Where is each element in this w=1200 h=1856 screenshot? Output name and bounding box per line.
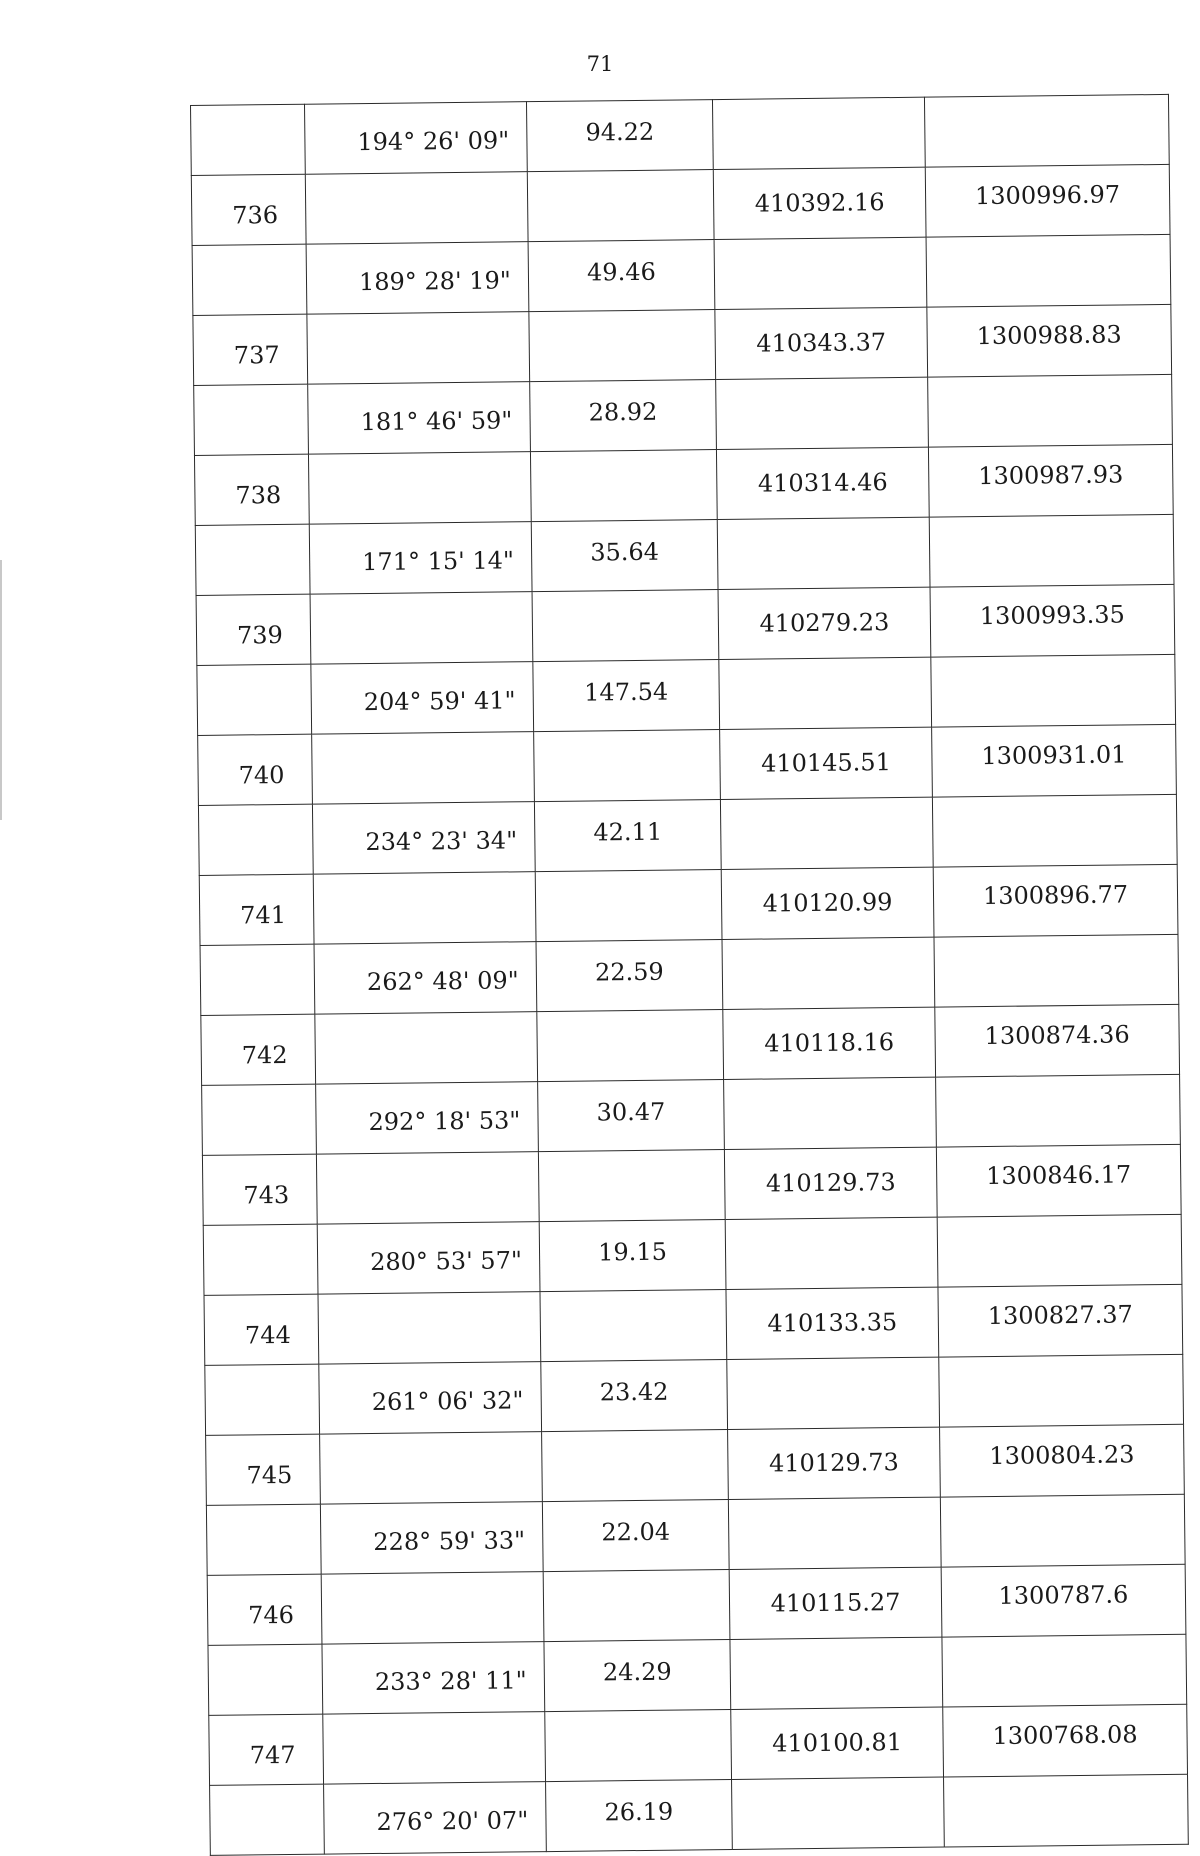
distance-cell <box>537 1010 724 1082</box>
point-number-cell <box>198 804 313 875</box>
bearing-cell: 194° 26' 09" <box>304 102 527 175</box>
y-coordinate-cell <box>944 1774 1189 1847</box>
page-number: 71 <box>586 52 614 76</box>
x-coordinate-cell: 410115.27 <box>729 1567 942 1639</box>
x-coordinate-cell <box>719 657 932 729</box>
x-coordinate-cell <box>717 517 930 589</box>
point-number-cell: 738 <box>194 454 309 525</box>
y-coordinate-cell <box>936 1074 1181 1147</box>
bearing-cell <box>312 732 535 805</box>
bearing-cell: 261° 06' 32" <box>319 1362 542 1435</box>
leg-row <box>206 1494 1185 1575</box>
bearing-cell: 204° 59' 41" <box>311 662 534 735</box>
x-coordinate-cell: 410129.73 <box>724 1147 937 1219</box>
distance-cell: 94.22 <box>526 100 713 172</box>
distance-cell: 35.64 <box>531 520 718 592</box>
bearing-cell <box>323 1712 546 1785</box>
distance-cell: 26.19 <box>546 1779 733 1851</box>
point-number-cell: 737 <box>193 314 308 385</box>
distance-cell: 30.47 <box>538 1080 725 1152</box>
leg-row <box>191 94 1170 175</box>
y-coordinate-cell <box>939 1354 1184 1427</box>
y-coordinate-cell: 1300827.37 <box>938 1284 1183 1357</box>
y-coordinate-cell: 1300874.36 <box>935 1004 1180 1077</box>
x-coordinate-cell <box>728 1497 941 1569</box>
leg-row <box>202 1074 1181 1155</box>
bearing-cell: 189° 28' 19" <box>306 242 529 315</box>
bearing-cell: 228° 59' 33" <box>320 1502 543 1575</box>
distance-cell: 22.59 <box>536 940 723 1012</box>
bearing-cell: 171° 15' 14" <box>309 522 532 595</box>
x-coordinate-cell <box>720 797 933 869</box>
scan-margin-mark <box>0 560 2 820</box>
coordinate-table <box>190 94 1189 1856</box>
bearing-cell <box>318 1292 541 1365</box>
point-number-cell: 743 <box>202 1154 317 1225</box>
y-coordinate-cell <box>931 654 1176 727</box>
point-row <box>202 1144 1181 1225</box>
leg-row <box>195 514 1174 595</box>
point-number-cell: 742 <box>201 1014 316 1085</box>
x-coordinate-cell: 410279.23 <box>718 587 931 659</box>
point-number-cell <box>194 384 309 455</box>
distance-cell <box>538 1150 725 1222</box>
x-coordinate-cell: 410118.16 <box>723 1007 936 1079</box>
point-row <box>209 1704 1188 1785</box>
point-number-cell <box>203 1224 318 1295</box>
distance-cell: 28.92 <box>530 380 717 452</box>
y-coordinate-cell: 1300996.97 <box>925 164 1170 237</box>
point-row <box>201 1004 1180 1085</box>
point-number-cell <box>206 1504 321 1575</box>
distance-cell: 19.15 <box>539 1220 726 1292</box>
point-number-cell: 746 <box>207 1574 322 1645</box>
point-row <box>194 444 1173 525</box>
distance-cell: 49.46 <box>528 240 715 312</box>
coordinate-table-container <box>190 94 1188 1856</box>
leg-row <box>192 234 1171 315</box>
y-coordinate-cell: 1300787.6 <box>941 1564 1186 1637</box>
point-number-cell <box>195 524 310 595</box>
x-coordinate-cell <box>712 97 925 169</box>
distance-cell <box>532 590 719 662</box>
y-coordinate-cell <box>937 1214 1182 1287</box>
point-number-cell: 740 <box>198 734 313 805</box>
point-number-cell <box>197 664 312 735</box>
x-coordinate-cell: 410392.16 <box>713 167 926 239</box>
distance-cell <box>535 870 722 942</box>
bearing-cell: 276° 20' 07" <box>324 1782 547 1855</box>
point-number-cell <box>200 944 315 1015</box>
leg-row <box>205 1354 1184 1435</box>
x-coordinate-cell <box>724 1077 937 1149</box>
bearing-cell <box>320 1432 543 1505</box>
distance-cell: 22.04 <box>542 1499 729 1571</box>
bearing-cell: 280° 53' 57" <box>317 1222 540 1295</box>
x-coordinate-cell <box>732 1777 945 1849</box>
bearing-cell <box>316 1152 539 1225</box>
y-coordinate-cell: 1300804.23 <box>940 1424 1185 1497</box>
x-coordinate-cell: 410314.46 <box>716 447 929 519</box>
x-coordinate-cell: 410120.99 <box>721 867 934 939</box>
point-number-cell <box>208 1644 323 1715</box>
bearing-cell: 181° 46' 59" <box>308 382 531 455</box>
point-number-cell <box>202 1084 317 1155</box>
x-coordinate-cell: 410343.37 <box>715 307 928 379</box>
table-body <box>191 94 1189 1855</box>
x-coordinate-cell: 410100.81 <box>731 1707 944 1779</box>
point-row <box>196 584 1175 665</box>
point-number-cell <box>210 1784 325 1855</box>
y-coordinate-cell: 1300988.83 <box>927 304 1172 377</box>
distance-cell <box>527 170 714 242</box>
point-number-cell <box>191 104 306 175</box>
x-coordinate-cell <box>730 1637 943 1709</box>
y-coordinate-cell: 1300768.08 <box>943 1704 1188 1777</box>
y-coordinate-cell <box>926 234 1171 307</box>
point-row <box>198 724 1177 805</box>
point-number-cell: 744 <box>204 1294 319 1365</box>
leg-row <box>208 1634 1187 1715</box>
bearing-cell: 234° 23' 34" <box>312 802 535 875</box>
bearing-cell <box>313 872 536 945</box>
y-coordinate-cell <box>934 934 1179 1007</box>
distance-cell <box>542 1429 729 1501</box>
point-row <box>204 1284 1183 1365</box>
point-row <box>193 304 1172 385</box>
leg-row <box>200 934 1179 1015</box>
bearing-cell: 233° 28' 11" <box>322 1642 545 1715</box>
distance-cell: 24.29 <box>544 1639 731 1711</box>
bearing-cell <box>310 592 533 665</box>
leg-row <box>194 374 1173 455</box>
bearing-cell <box>315 1012 538 1085</box>
point-number-cell: 745 <box>206 1434 321 1505</box>
y-coordinate-cell <box>928 374 1173 447</box>
bearing-cell: 292° 18' 53" <box>316 1082 539 1155</box>
point-number-cell: 747 <box>209 1714 324 1785</box>
x-coordinate-cell <box>727 1357 940 1429</box>
leg-row <box>197 654 1176 735</box>
point-number-cell: 736 <box>191 174 306 245</box>
bearing-cell <box>307 312 530 385</box>
distance-cell: 42.11 <box>534 800 721 872</box>
x-coordinate-cell <box>722 937 935 1009</box>
y-coordinate-cell: 1300846.17 <box>936 1144 1181 1217</box>
x-coordinate-cell: 410145.51 <box>720 727 933 799</box>
distance-cell: 23.42 <box>541 1359 728 1431</box>
y-coordinate-cell <box>942 1634 1187 1707</box>
point-number-cell: 739 <box>196 594 311 665</box>
distance-cell <box>540 1289 727 1361</box>
leg-row <box>203 1214 1182 1295</box>
leg-row <box>198 794 1177 875</box>
distance-cell <box>543 1569 730 1641</box>
y-coordinate-cell <box>940 1494 1185 1567</box>
y-coordinate-cell: 1300987.93 <box>928 444 1173 517</box>
x-coordinate-cell <box>716 377 929 449</box>
distance-cell <box>530 450 717 522</box>
x-coordinate-cell: 410129.73 <box>728 1427 941 1499</box>
bearing-cell <box>308 452 531 525</box>
distance-cell <box>529 310 716 382</box>
y-coordinate-cell: 1300931.01 <box>932 724 1177 797</box>
x-coordinate-cell: 410133.35 <box>726 1287 939 1359</box>
bearing-cell: 262° 48' 09" <box>314 942 537 1015</box>
x-coordinate-cell <box>714 237 927 309</box>
y-coordinate-cell: 1300896.77 <box>933 864 1178 937</box>
y-coordinate-cell: 1300993.35 <box>930 584 1175 657</box>
point-row <box>207 1564 1186 1645</box>
point-row <box>191 164 1170 245</box>
point-row <box>199 864 1178 945</box>
bearing-cell <box>321 1572 544 1645</box>
point-row <box>206 1424 1185 1505</box>
distance-cell <box>534 730 721 802</box>
bearing-cell <box>305 172 528 245</box>
point-number-cell: 741 <box>199 874 314 945</box>
distance-cell <box>545 1709 732 1781</box>
point-number-cell <box>205 1364 320 1435</box>
distance-cell: 147.54 <box>533 660 720 732</box>
point-number-cell <box>192 244 307 315</box>
y-coordinate-cell <box>924 94 1169 167</box>
y-coordinate-cell <box>932 794 1177 867</box>
leg-row <box>210 1774 1189 1855</box>
y-coordinate-cell <box>929 514 1174 587</box>
x-coordinate-cell <box>725 1217 938 1289</box>
